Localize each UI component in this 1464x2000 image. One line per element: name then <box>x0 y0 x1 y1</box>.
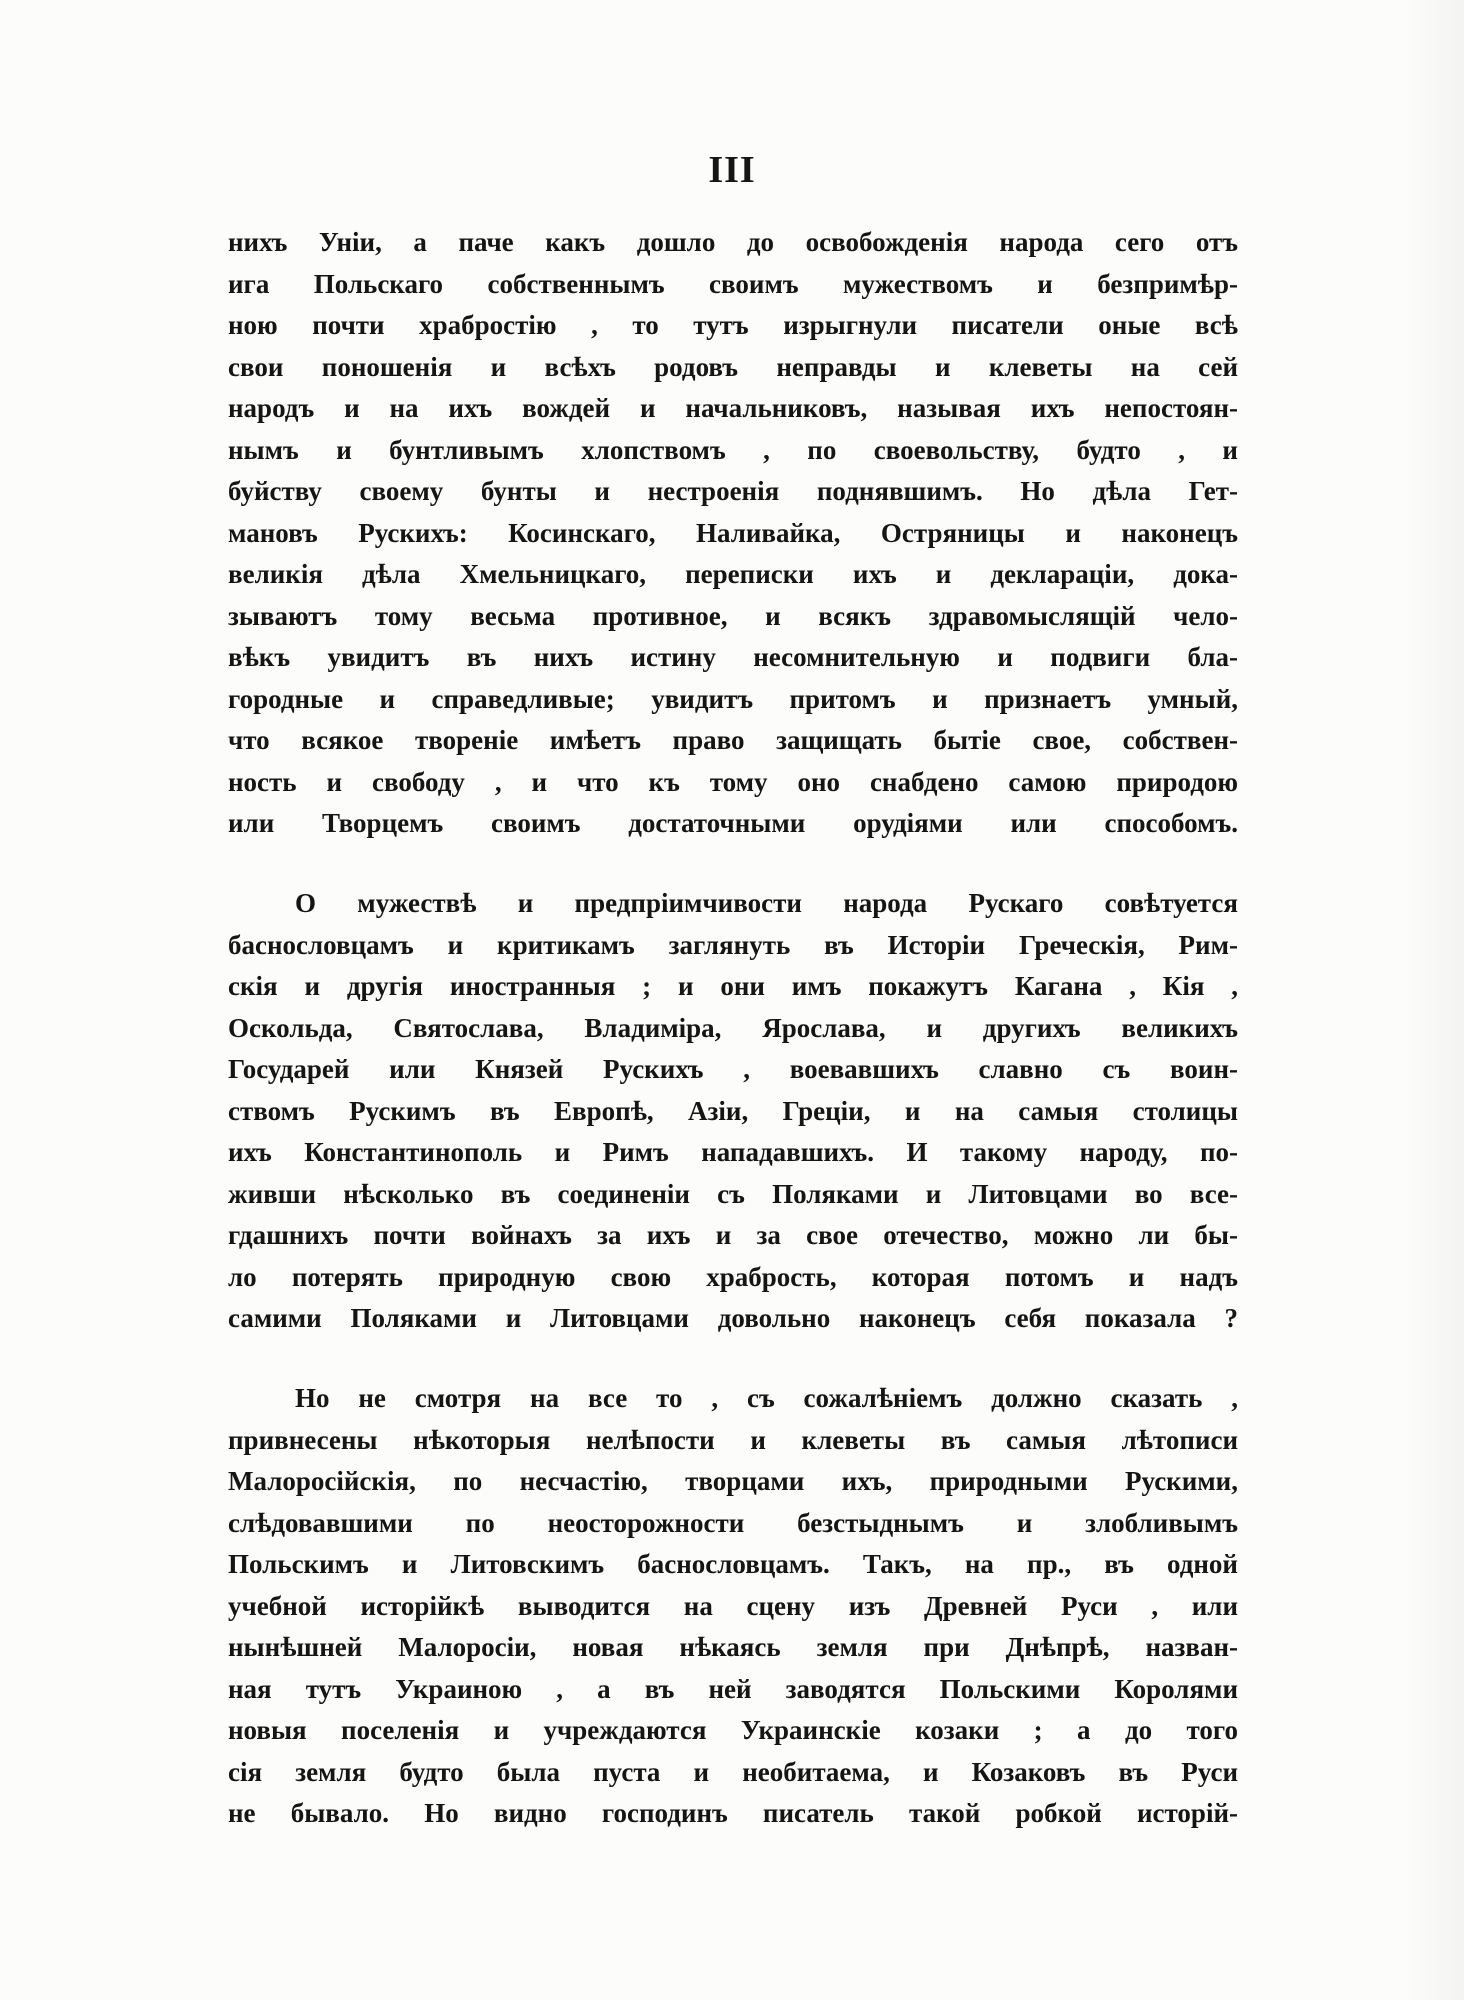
text-line: нынѣшней Малоросіи, новая нѣкаясь земля при Днѣпрѣ, назван- <box>228 1632 1238 1662</box>
page-number: III <box>708 149 756 191</box>
text-line: или Творцемъ своимъ достаточными орудіями или способомъ. <box>228 808 1238 838</box>
text-line: народъ и на ихъ вождей и начальниковъ, называя ихъ непостоян- <box>228 393 1238 423</box>
page-edge-shadow <box>1404 0 1464 2000</box>
text-line: баснословцамъ и критикамъ заглянуть въ Исторіи Греческія, Рим- <box>228 929 1238 960</box>
text-line: великія дѣла Хмельницкаго, переписки ихъ и деклараціи, дока- <box>228 559 1238 589</box>
text-line: новыя поселенія и учреждаются Украинскіе козаки ; а до того <box>228 1715 1238 1745</box>
text-line: ная тутъ Украиною , а въ ней заводятся Польскими Королями <box>228 1673 1238 1704</box>
text-line: Оскольда, Святослава, Владиміра, Ярослава, и другихъ великихъ <box>228 1012 1238 1043</box>
text-line: ность и свободу , и что къ тому оно снабдено самою природою <box>228 766 1238 797</box>
text-line: что всякое твореніе имѣетъ право защищать бытіе свое, собствен- <box>228 725 1238 755</box>
text-line: О мужествѣ и предпріимчивости народа Рускаго совѣтуется <box>295 888 1238 918</box>
text-line: ига Польскаго собственнымъ своимъ мужествомъ и безпримѣр- <box>228 268 1238 299</box>
text-line: ною почти храбростію , то тутъ изрыгнули писатели оные всѣ <box>228 310 1238 340</box>
paragraph-1 <box>228 222 1238 845</box>
text-line: мановъ Рускихъ: Косинскаго, Наливайка, Остряницы и наконецъ <box>228 517 1238 548</box>
text-line: нымъ и бунтливымъ хлопствомъ , по своевольству, будто , и <box>228 434 1238 465</box>
text-line: учебной исторійкѣ выводится на сцену изъ Древней Руси , или <box>228 1590 1238 1621</box>
paragraph-2 <box>228 883 1238 1340</box>
text-line: городные и справедливые; увидитъ притомъ и признаетъ умный, <box>228 683 1238 714</box>
text-line: живши нѣсколько въ соединеніи съ Поляками и Литовцами во все- <box>228 1178 1238 1209</box>
text-line: гдашнихъ почти войнахъ за ихъ и за свое отечество, можно ли бы- <box>228 1220 1238 1250</box>
text-line: слѣдовавшими по неосторожности безстыднымъ и злобливымъ <box>228 1507 1238 1538</box>
text-line: свои поношенія и всѣхъ родовъ неправды и клеветы на сей <box>228 351 1238 382</box>
text-line: Польскимъ и Литовскимъ баснословцамъ. Такъ, на пр., въ одной <box>228 1549 1238 1579</box>
text-line: Малоросійскія, по несчастію, творцами ихъ, природными Рускими, <box>228 1466 1238 1496</box>
text-line: не бывало. Но видно господинъ писатель такой робкой исторій- <box>228 1798 1238 1828</box>
text-line: буйству своему бунты и нестроенія поднявшимъ. Но дѣла Гет- <box>228 476 1238 506</box>
text-line: зываютъ тому весьма противное, и всякъ здравомыслящій чело- <box>228 600 1238 631</box>
text-line: Государей или Князей Рускихъ , воевавшихъ славно съ воин- <box>228 1054 1238 1084</box>
text-line: самими Поляками и Литовцами довольно наконецъ себя показала ? <box>228 1303 1238 1333</box>
text-line: ло потерять природную свою храбрость, которая потомъ и надъ <box>228 1261 1238 1292</box>
text-line: сія земля будто была пуста и необитаема, и Козаковъ въ Руси <box>228 1756 1238 1787</box>
text-line: вѣкъ увидитъ въ нихъ истину несомнительную и подвиги бла- <box>228 642 1238 672</box>
text-line: ствомъ Рускимъ въ Европѣ, Азіи, Греціи, и на самыя столицы <box>228 1095 1238 1126</box>
text-line: нихъ Уніи, а паче какъ дошло до освобожденія народа сего отъ <box>228 227 1238 257</box>
text-line: привнесены нѣкоторыя нелѣпости и клеветы въ самыя лѣтописи <box>228 1424 1238 1455</box>
text-line: Но не смотря на все то , съ сожалѣніемъ должно сказать , <box>295 1383 1238 1413</box>
text-line: ихъ Константинополь и Римъ нападавшихъ. И такому народу, по- <box>228 1137 1238 1167</box>
paragraph-3 <box>228 1378 1238 1835</box>
text-line: скія и другія иностранныя ; и они имъ покажутъ Кагана , Кія , <box>228 971 1238 1001</box>
